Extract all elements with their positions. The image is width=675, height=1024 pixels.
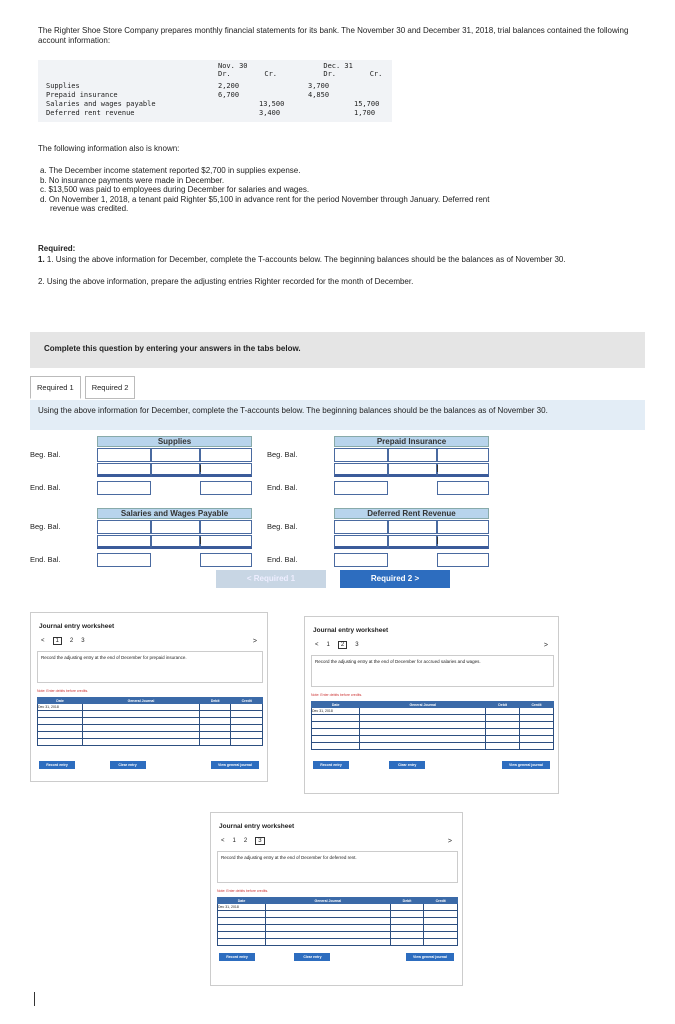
end-bal-debit-input[interactable] xyxy=(334,553,388,567)
entry-credit-label-input[interactable] xyxy=(388,535,437,549)
credit-cell[interactable] xyxy=(520,722,554,729)
col-general-journal: General Journal xyxy=(265,898,390,904)
col-debit: Debit xyxy=(199,698,231,704)
tb-dec-dr-value: 4,850 xyxy=(308,91,330,99)
next-page-icon[interactable]: > xyxy=(447,838,452,845)
debit-cell[interactable] xyxy=(486,722,520,729)
journal-row xyxy=(312,736,554,743)
prev-required-button[interactable]: < Required 1 xyxy=(216,570,326,588)
credit-cell[interactable] xyxy=(520,736,554,743)
entry-credit-input[interactable] xyxy=(200,535,252,549)
date-cell[interactable] xyxy=(38,711,83,718)
col-general-journal: General Journal xyxy=(82,698,199,704)
worksheet-note: Note: Enter debits before credits. xyxy=(37,689,89,693)
credit-cell[interactable] xyxy=(424,932,458,939)
worksheet-prompt: Record the adjusting entry at the end of December for deferred rent. xyxy=(217,851,458,883)
worksheet-pager xyxy=(221,837,265,845)
beg-bal-debit-input[interactable] xyxy=(97,448,151,462)
journal-row xyxy=(218,925,458,932)
credit-cell[interactable] xyxy=(424,939,458,946)
prev-page-icon[interactable]: < xyxy=(221,838,225,844)
end-bal-debit-input[interactable] xyxy=(334,481,388,495)
worksheet-pager xyxy=(315,641,359,649)
account-cell[interactable] xyxy=(82,718,199,725)
worksheet-pager xyxy=(41,637,85,645)
credit-cell[interactable] xyxy=(231,739,263,746)
account-cell[interactable] xyxy=(360,708,486,715)
tb-header-dates: Nov. 30 Dec. 31 xyxy=(218,62,353,70)
end-bal-label: End. Bal. xyxy=(30,483,61,492)
worksheet-page-1[interactable]: 1 xyxy=(232,838,236,844)
worksheet-page-3[interactable]: 3 xyxy=(255,837,264,845)
worksheet-prompt: Record the adjusting entry at the end of December for accrued salaries and wages. xyxy=(311,655,554,687)
end-bal-label: End. Bal. xyxy=(267,555,298,564)
required-2-text xyxy=(38,277,638,287)
account-cell[interactable] xyxy=(360,729,486,736)
col-date: Date xyxy=(218,898,266,904)
tb-header-drcr: Dr. Cr. Dr. Cr. xyxy=(218,70,383,78)
debit-cell[interactable] xyxy=(486,715,520,722)
beg-bal-debit-input[interactable] xyxy=(334,520,388,534)
debit-cell[interactable] xyxy=(486,729,520,736)
tb-nov-dr-value: 2,200 xyxy=(218,82,240,90)
col-credit: Credit xyxy=(231,698,263,704)
end-bal-credit-input[interactable] xyxy=(200,553,252,567)
journal-row xyxy=(218,904,458,911)
tab-instruction xyxy=(30,400,645,430)
clear-entry-button[interactable]: Clear entry xyxy=(389,761,425,769)
entry-debit-input[interactable] xyxy=(334,535,388,549)
account-cell[interactable] xyxy=(82,739,199,746)
beg-bal-credit-label-input[interactable] xyxy=(388,448,437,462)
account-cell[interactable] xyxy=(265,932,390,939)
tb-dec-cr-value: 1,700 xyxy=(354,109,376,117)
required-1-text: 1. 1. Using the above information for December, complete the T-accounts below. The beginning balances should be the balances as of November 30. xyxy=(38,255,566,264)
account-cell[interactable] xyxy=(265,925,390,932)
account-cell[interactable] xyxy=(360,715,486,722)
beg-bal-credit-label-input[interactable] xyxy=(151,448,200,462)
worksheet-page-2[interactable]: 2 xyxy=(243,838,248,844)
date-cell[interactable] xyxy=(38,718,83,725)
debit-cell[interactable] xyxy=(199,732,231,739)
worksheet-title: Journal entry worksheet xyxy=(39,623,115,630)
journal-row xyxy=(312,722,554,729)
banner-text: Complete this question by entering your answers in the tabs below. xyxy=(44,344,301,353)
tab-instruction-text: Using the above information for December, complete the T-accounts below. The beginning balances should be the balances as of November 30. xyxy=(38,406,548,415)
worksheet-title: Journal entry worksheet xyxy=(219,823,295,830)
beg-bal-label: Beg. Bal. xyxy=(30,522,61,531)
end-bal-debit-input[interactable] xyxy=(97,481,151,495)
account-cell[interactable] xyxy=(265,918,390,925)
entry-credit-label-input[interactable] xyxy=(151,535,200,549)
date-cell[interactable] xyxy=(218,925,266,932)
date-cell[interactable] xyxy=(312,743,360,750)
t-account-salaries-and-wages-payable xyxy=(30,508,252,568)
clear-entry-button[interactable]: Clear entry xyxy=(294,953,330,961)
beg-bal-credit-input[interactable] xyxy=(200,448,252,462)
debit-cell[interactable] xyxy=(486,708,520,715)
credit-cell[interactable] xyxy=(424,918,458,925)
journal-row xyxy=(218,939,458,946)
tab-required-2[interactable]: Required 2 xyxy=(85,376,136,399)
beg-bal-label: Beg. Bal. xyxy=(267,522,298,531)
tb-account-name: Salaries and wages payable xyxy=(46,100,156,108)
date-cell[interactable] xyxy=(218,911,266,918)
debit-cell[interactable] xyxy=(199,711,231,718)
known-item-c: c. $13,500 was paid to employees during December for salaries and wages. xyxy=(40,185,310,194)
credit-cell[interactable] xyxy=(520,729,554,736)
account-cell[interactable] xyxy=(360,736,486,743)
worksheet-page-2[interactable]: 2 xyxy=(338,641,347,649)
journal-row xyxy=(312,708,554,715)
known-list xyxy=(40,166,640,214)
beg-bal-credit-input[interactable] xyxy=(437,448,489,462)
col-credit: Credit xyxy=(424,898,458,904)
known-item-a: a. The December income statement reported $2,700 in supplies expense. xyxy=(40,166,301,175)
col-credit: Credit xyxy=(520,702,554,708)
tab-required-1[interactable]: Required 1 xyxy=(30,376,81,399)
record-entry-button[interactable]: Record entry xyxy=(219,953,255,961)
journal-row xyxy=(218,918,458,925)
required-2-body: 2. Using the above information, prepare the adjusting entries Righter recorded for the month of December. xyxy=(38,277,414,286)
prev-page-icon[interactable]: < xyxy=(315,642,319,648)
debit-cell[interactable] xyxy=(390,904,424,911)
credit-cell[interactable] xyxy=(231,732,263,739)
worksheet-title: Journal entry worksheet xyxy=(313,627,389,634)
journal-row xyxy=(38,718,263,725)
account-cell[interactable] xyxy=(265,904,390,911)
record-entry-button[interactable]: Record entry xyxy=(313,761,349,769)
debit-cell[interactable] xyxy=(390,925,424,932)
date-cell[interactable] xyxy=(218,939,266,946)
entry-credit-input[interactable] xyxy=(437,463,489,477)
beg-bal-credit-input[interactable] xyxy=(437,520,489,534)
end-bal-debit-input[interactable] xyxy=(97,553,151,567)
tb-account-name: Prepaid insurance xyxy=(46,91,118,99)
worksheet-page-3[interactable]: 3 xyxy=(81,638,85,644)
debit-cell[interactable] xyxy=(390,911,424,918)
text-cursor xyxy=(34,992,35,1006)
credit-cell[interactable] xyxy=(424,904,458,911)
journal-row xyxy=(218,932,458,939)
known-item-d: d. On November 1, 2018, a tenant paid Righter $5,100 in advance rent for the period November through January. Deferred rent xyxy=(40,194,490,204)
date-cell[interactable] xyxy=(312,722,360,729)
debit-cell[interactable] xyxy=(486,743,520,750)
credit-cell[interactable] xyxy=(520,743,554,750)
worksheet-prompt: Record the adjusting entry at the end of December for prepaid insurance. xyxy=(37,651,263,683)
date-cell[interactable]: Dec 31, 2018 xyxy=(218,904,266,911)
view-general-journal-button[interactable]: View general journal xyxy=(502,761,550,769)
tb-account-name: Deferred rent revenue xyxy=(46,109,135,117)
date-cell[interactable] xyxy=(38,732,83,739)
date-cell[interactable]: Dec 31, 2018 xyxy=(312,708,360,715)
t-divider xyxy=(437,465,438,472)
journal-table xyxy=(217,897,458,946)
col-general-journal: General Journal xyxy=(360,702,486,708)
debit-cell[interactable] xyxy=(199,718,231,725)
beg-bal-credit-label-input[interactable] xyxy=(151,520,200,534)
known-item-b: b. No insurance payments were made in December. xyxy=(40,175,225,185)
debit-cell[interactable] xyxy=(390,932,424,939)
debit-cell[interactable] xyxy=(199,739,231,746)
credit-cell[interactable] xyxy=(231,718,263,725)
credit-cell[interactable] xyxy=(231,711,263,718)
journal-row xyxy=(38,732,263,739)
clear-entry-button[interactable]: Clear entry xyxy=(110,761,146,769)
journal-row xyxy=(312,729,554,736)
account-cell[interactable] xyxy=(360,743,486,750)
account-cell[interactable] xyxy=(360,722,486,729)
worksheet-note: Note: Enter debits before credits. xyxy=(311,693,363,697)
worksheet-page-1[interactable]: 1 xyxy=(53,637,62,645)
account-cell[interactable] xyxy=(82,704,199,711)
beg-bal-debit-input[interactable] xyxy=(97,520,151,534)
entry-credit-input[interactable] xyxy=(437,535,489,549)
entry-credit-input[interactable] xyxy=(200,463,252,477)
intro-text: The Righter Shoe Store Company prepares monthly financial statements for its bank. The November 30 and December 31, 2018, trial balances contained the following account information: xyxy=(38,26,629,45)
date-cell[interactable] xyxy=(312,729,360,736)
entry-debit-input[interactable] xyxy=(97,463,151,477)
account-cell[interactable] xyxy=(82,711,199,718)
worksheet-page-1[interactable]: 1 xyxy=(326,642,330,648)
tb-dec-dr-value: 3,700 xyxy=(308,82,330,90)
journal-row xyxy=(38,739,263,746)
worksheet-page-3[interactable]: 3 xyxy=(355,642,359,648)
date-cell[interactable] xyxy=(218,918,266,925)
t-divider xyxy=(200,465,201,472)
required-1-body: 1. Using the above information for December, complete the T-accounts below. The beginning balances should be the balances as of November 30. xyxy=(46,255,566,264)
next-required-button[interactable]: Required 2 > xyxy=(340,570,450,588)
t-account-title: Deferred Rent Revenue xyxy=(334,508,489,519)
journal-row xyxy=(312,743,554,750)
col-date: Date xyxy=(312,702,360,708)
col-debit: Debit xyxy=(390,898,424,904)
beg-bal-debit-input[interactable] xyxy=(334,448,388,462)
worksheet-page-2[interactable]: 2 xyxy=(69,638,74,644)
entry-credit-label-input[interactable] xyxy=(388,463,437,477)
known-intro: The following information also is known: xyxy=(38,144,180,153)
beg-bal-label: Beg. Bal. xyxy=(267,450,298,459)
tb-dec-cr-value: 15,700 xyxy=(354,100,380,108)
debit-cell[interactable] xyxy=(390,918,424,925)
account-cell[interactable] xyxy=(82,732,199,739)
journal-row xyxy=(312,715,554,722)
t-account-title: Prepaid Insurance xyxy=(334,436,489,447)
end-bal-credit-input[interactable] xyxy=(200,481,252,495)
tb-nov-dr-value: 6,700 xyxy=(218,91,240,99)
col-debit: Debit xyxy=(486,702,520,708)
journal-row xyxy=(218,911,458,918)
credit-cell[interactable] xyxy=(424,911,458,918)
t-account-prepaid-insurance xyxy=(267,436,489,496)
entry-debit-input[interactable] xyxy=(97,535,151,549)
next-page-icon[interactable]: > xyxy=(543,642,548,649)
view-general-journal-button[interactable]: View general journal xyxy=(406,953,454,961)
date-cell[interactable] xyxy=(312,715,360,722)
credit-cell[interactable] xyxy=(520,715,554,722)
journal-row xyxy=(38,704,263,711)
known-item-d-cont: revenue was credited. xyxy=(50,204,129,213)
journal-entry-worksheet-1 xyxy=(30,612,268,782)
debit-cell[interactable] xyxy=(486,736,520,743)
t-account-deferred-rent-revenue xyxy=(267,508,489,568)
journal-entry-worksheet-2 xyxy=(304,616,559,794)
beg-bal-credit-label-input[interactable] xyxy=(388,520,437,534)
tb-account-name: Supplies xyxy=(46,82,80,90)
beg-bal-credit-input[interactable] xyxy=(200,520,252,534)
tab-bar xyxy=(30,376,135,399)
credit-cell[interactable] xyxy=(231,704,263,711)
col-date: Date xyxy=(38,698,83,704)
end-bal-credit-input[interactable] xyxy=(437,553,489,567)
beg-bal-label: Beg. Bal. xyxy=(30,450,61,459)
worksheet-note: Note: Enter debits before credits. xyxy=(217,889,269,893)
journal-row xyxy=(38,725,263,732)
next-page-icon[interactable]: > xyxy=(252,638,257,645)
required-heading: Required: xyxy=(38,244,76,253)
tb-nov-cr-value: 13,500 xyxy=(259,100,285,108)
date-cell[interactable]: Dec 31, 2018 xyxy=(38,704,83,711)
t-account-title: Supplies xyxy=(97,436,252,447)
t-account-supplies xyxy=(30,436,252,496)
instructions-banner xyxy=(30,332,645,368)
account-cell[interactable] xyxy=(82,725,199,732)
date-cell[interactable] xyxy=(38,725,83,732)
journal-table xyxy=(37,697,263,746)
t-divider xyxy=(437,537,438,544)
date-cell[interactable] xyxy=(218,932,266,939)
entry-debit-input[interactable] xyxy=(334,463,388,477)
t-divider xyxy=(200,537,201,544)
journal-entry-worksheet-3 xyxy=(210,812,463,986)
debit-cell[interactable] xyxy=(390,939,424,946)
credit-cell[interactable] xyxy=(520,708,554,715)
end-bal-credit-input[interactable] xyxy=(437,481,489,495)
trial-balance-table xyxy=(38,60,392,122)
credit-cell[interactable] xyxy=(424,925,458,932)
journal-table xyxy=(311,701,554,750)
record-entry-button[interactable]: Record entry xyxy=(39,761,75,769)
date-cell[interactable] xyxy=(312,736,360,743)
account-cell[interactable] xyxy=(265,939,390,946)
debit-cell[interactable] xyxy=(199,725,231,732)
tb-nov-cr-value: 3,400 xyxy=(259,109,281,117)
t-account-title: Salaries and Wages Payable xyxy=(97,508,252,519)
entry-credit-label-input[interactable] xyxy=(151,463,200,477)
journal-row xyxy=(38,711,263,718)
view-general-journal-button[interactable]: View general journal xyxy=(211,761,259,769)
credit-cell[interactable] xyxy=(231,725,263,732)
end-bal-label: End. Bal. xyxy=(30,555,61,564)
end-bal-label: End. Bal. xyxy=(267,483,298,492)
prev-page-icon[interactable]: < xyxy=(41,638,45,644)
debit-cell[interactable] xyxy=(199,704,231,711)
account-cell[interactable] xyxy=(265,911,390,918)
date-cell[interactable] xyxy=(38,739,83,746)
